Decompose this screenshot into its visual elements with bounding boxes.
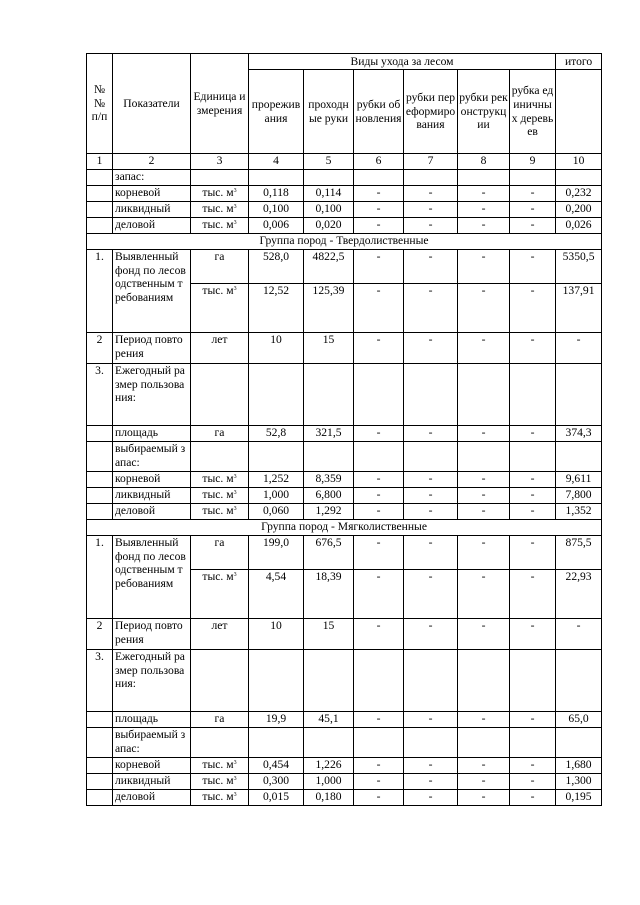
value-cell: 0,100 [304,202,354,218]
value-cell: 0,114 [304,186,354,202]
index-cell: 9 [510,154,556,170]
value-cell: - [510,186,556,202]
value-cell: - [458,488,510,504]
value-cell: - [354,218,404,234]
value-cell: 125,39 [304,284,354,333]
unit-cell: тыс. $м^3$ [191,570,249,619]
stock-row [87,202,602,218]
total-cell: 0,232 [556,186,602,202]
unit-cell: га [191,536,249,570]
total-cell: 1,680 [556,758,602,774]
value-cell: 1,252 [249,472,304,488]
unit-exponent: 3 [233,286,237,292]
value-cell: - [510,488,556,504]
value-cell: 52,8 [249,426,304,442]
stock-label-row [87,170,602,186]
value-cell: 15 [304,619,354,650]
stock-row [87,488,602,504]
row-label: ликвидный [113,774,191,790]
header-renewal-cuts: рубки обновления [354,70,404,154]
row-label: площадь [113,426,191,442]
empty-cell [191,364,249,426]
value-cell: - [404,619,458,650]
row-label: деловой [113,504,191,520]
num-cell [87,426,113,442]
total-cell: 65,0 [556,712,602,728]
num-cell [87,472,113,488]
index-row [87,154,602,170]
stock-label-row [87,442,602,472]
value-cell: - [458,570,510,619]
value-cell: 15 [304,333,354,364]
row-label: корневой [113,472,191,488]
value-cell: - [404,758,458,774]
value-cell: 676,5 [304,536,354,570]
value-cell: - [510,472,556,488]
num-cell [87,728,113,758]
header-reconstruction-cuts: рубки реконструкции [458,70,510,154]
empty-cell [304,364,354,426]
num-cell: 2 [87,333,113,364]
row-label: деловой [113,790,191,806]
value-cell: 0,100 [249,202,304,218]
value-cell: - [510,202,556,218]
value-cell: - [404,186,458,202]
header-reformation-cuts: рубки переформирования [404,70,458,154]
index-cell: 10 [556,154,602,170]
total-cell: 0,195 [556,790,602,806]
index-cell: 5 [304,154,354,170]
fund-label: Выявленный фонд по лесоводственным требованиям [113,250,191,333]
row-label: ликвидный [113,202,191,218]
row-label: ликвидный [113,488,191,504]
value-cell: - [458,284,510,333]
index-cell: 4 [249,154,304,170]
value-cell: 6,800 [304,488,354,504]
value-cell: - [458,218,510,234]
fund-row [87,250,602,284]
value-cell: - [404,488,458,504]
unit-exponent: 3 [233,490,237,496]
empty-cell [510,442,556,472]
stock-label-row [87,728,602,758]
total-cell: - [556,619,602,650]
num-cell [87,504,113,520]
unit-cell: га [191,712,249,728]
empty-cell [304,442,354,472]
value-cell: 0,180 [304,790,354,806]
value-cell: - [458,333,510,364]
row-label: выбираемый запас: [113,728,191,758]
unit-cell: тыс. $м^3$ [191,790,249,806]
header-indicators: Показатели [113,54,191,154]
num-cell: 2 [87,619,113,650]
index-cell: 8 [458,154,510,170]
unit-exponent: 3 [233,572,237,578]
empty-cell [510,728,556,758]
value-cell: - [458,536,510,570]
value-cell: 12,52 [249,284,304,333]
empty-cell [304,728,354,758]
value-cell: - [510,790,556,806]
value-cell: 528,0 [249,250,304,284]
value-cell: - [354,790,404,806]
value-cell: - [404,570,458,619]
group-title: Группа пород - Мягколиственные [87,520,602,536]
fund-label: Выявленный фонд по лесоводственным требованиям [113,536,191,619]
unit-cell: тыс. $м^3$ [191,758,249,774]
empty-cell [354,650,404,712]
group-title-row [87,520,602,536]
value-cell: 1,292 [304,504,354,520]
value-cell: - [510,536,556,570]
value-cell: 4822,5 [304,250,354,284]
value-cell: 19,9 [249,712,304,728]
value-cell: 0,020 [304,218,354,234]
empty-cell [354,364,404,426]
value-cell: 1,000 [249,488,304,504]
index-cell: 3 [191,154,249,170]
empty-cell [191,650,249,712]
value-cell: - [404,774,458,790]
value-cell: - [354,536,404,570]
empty-cell [354,442,404,472]
value-cell: - [458,250,510,284]
area-row [87,712,602,728]
empty-cell [404,728,458,758]
num-cell [87,774,113,790]
group-title-row [87,234,602,250]
row-label: Период повторения [113,619,191,650]
value-cell: - [458,186,510,202]
unit-cell: тыс. $м^3$ [191,186,249,202]
empty-cell [458,650,510,712]
total-cell: 0,200 [556,202,602,218]
empty-cell [249,442,304,472]
value-cell: - [404,284,458,333]
value-cell: - [404,250,458,284]
empty-cell [404,650,458,712]
value-cell: - [354,570,404,619]
value-cell: - [404,472,458,488]
value-cell: - [354,774,404,790]
value-cell: - [458,202,510,218]
unit-cell: лет [191,333,249,364]
total-cell: 1,300 [556,774,602,790]
value-cell: - [458,790,510,806]
header-total: итого [556,54,602,70]
value-cell: - [510,774,556,790]
forest-care-table [86,53,602,806]
stock-label: запас: [113,170,191,186]
value-cell: - [354,284,404,333]
unit-cell: тыс. $м^3$ [191,284,249,333]
row-label: деловой [113,218,191,234]
stock-row [87,186,602,202]
value-cell: 0,454 [249,758,304,774]
empty-cell [556,364,602,426]
num-cell [87,758,113,774]
annual-row [87,650,602,712]
empty-cell [556,650,602,712]
unit-cell: тыс. $м^3$ [191,202,249,218]
total-cell: 137,91 [556,284,602,333]
value-cell: - [404,536,458,570]
header-num: № № п/п [87,54,113,154]
row-label: корневой [113,186,191,202]
value-cell: - [404,218,458,234]
index-cell: 7 [404,154,458,170]
value-cell: - [354,472,404,488]
total-cell: 875,5 [556,536,602,570]
total-cell: - [556,333,602,364]
header-thinning: прореживания [249,70,304,154]
value-cell: - [354,712,404,728]
row-label: Ежегодный размер пользования: [113,364,191,426]
empty-cell [556,728,602,758]
value-cell: 8,359 [304,472,354,488]
value-cell: - [354,504,404,520]
empty-cell [510,650,556,712]
value-cell: 4,54 [249,570,304,619]
value-cell: 0,300 [249,774,304,790]
unit-cell: тыс. $м^3$ [191,472,249,488]
value-cell: - [354,758,404,774]
value-cell: - [458,619,510,650]
unit-cell: тыс. $м^3$ [191,774,249,790]
value-cell: - [510,504,556,520]
unit-cell: лет [191,619,249,650]
value-cell: - [458,758,510,774]
empty-cell [249,364,304,426]
fund-row [87,536,602,570]
total-cell: 0,026 [556,218,602,234]
value-cell: 199,0 [249,536,304,570]
index-cell: 6 [354,154,404,170]
period-row [87,619,602,650]
stock-row [87,218,602,234]
value-cell: - [354,426,404,442]
stock-row [87,774,602,790]
unit-exponent: 3 [233,204,237,210]
value-cell: 321,5 [304,426,354,442]
stock-row [87,790,602,806]
unit-exponent: 3 [233,776,237,782]
value-cell: - [510,284,556,333]
row-label: выбираемый запас: [113,442,191,472]
value-cell: - [458,712,510,728]
unit-cell: га [191,426,249,442]
unit-exponent: 3 [233,760,237,766]
value-cell: - [404,504,458,520]
num-cell: 1. [87,250,113,333]
unit-exponent: 3 [233,792,237,798]
total-cell: 9,611 [556,472,602,488]
empty-cell [404,364,458,426]
value-cell: 0,015 [249,790,304,806]
empty-cell [404,442,458,472]
value-cell: - [354,186,404,202]
value-cell: 18,39 [304,570,354,619]
empty-cell [304,650,354,712]
stock-row [87,758,602,774]
num-cell: 1. [87,536,113,619]
value-cell: - [458,504,510,520]
index-cell: 2 [113,154,191,170]
num-cell: 3. [87,364,113,426]
total-cell: 5350,5 [556,250,602,284]
value-cell: 0,060 [249,504,304,520]
value-cell: - [354,333,404,364]
value-cell: - [354,202,404,218]
period-row [87,333,602,364]
num-cell [87,488,113,504]
empty-cell [458,728,510,758]
value-cell: - [510,758,556,774]
value-cell: - [458,426,510,442]
unit-exponent: 3 [233,220,237,226]
unit-cell: га [191,250,249,284]
value-cell: 0,118 [249,186,304,202]
area-row [87,426,602,442]
value-cell: - [510,619,556,650]
num-cell [87,218,113,234]
value-cell: - [458,774,510,790]
unit-cell: тыс. $м^3$ [191,488,249,504]
value-cell: 1,226 [304,758,354,774]
value-cell: - [354,619,404,650]
total-cell: 7,800 [556,488,602,504]
header-single-tree-cuts: рубка единичных деревьев [510,70,556,154]
empty-cell [354,728,404,758]
stock-row [87,472,602,488]
row-label: Ежегодный размер пользования: [113,650,191,712]
num-cell [87,202,113,218]
unit-cell: тыс. $м^3$ [191,504,249,520]
value-cell: 10 [249,333,304,364]
header-unit: Единица измерения [191,54,249,154]
empty-cell [458,364,510,426]
value-cell: - [510,570,556,619]
unit-exponent: 3 [233,506,237,512]
value-cell: - [510,218,556,234]
value-cell: - [404,426,458,442]
empty-cell [191,728,249,758]
group-title: Группа пород - Твердолиственные [87,234,602,250]
header-passing-cuts: проходные руки [304,70,354,154]
annual-row [87,364,602,426]
empty-cell [249,650,304,712]
empty-cell [510,364,556,426]
value-cell: - [404,202,458,218]
num-cell [87,790,113,806]
empty-cell [556,442,602,472]
total-cell: 374,3 [556,426,602,442]
total-cell: 22,93 [556,570,602,619]
value-cell: - [510,333,556,364]
empty-cell [191,442,249,472]
value-cell: - [354,488,404,504]
num-cell: 3. [87,650,113,712]
value-cell: 0,006 [249,218,304,234]
value-cell: - [510,250,556,284]
value-cell: 10 [249,619,304,650]
value-cell: - [404,333,458,364]
stock-row [87,504,602,520]
index-cell: 1 [87,154,113,170]
row-label: Период повторения [113,333,191,364]
header-total-empty [556,70,602,154]
value-cell: - [510,426,556,442]
row-label: площадь [113,712,191,728]
value-cell: - [458,472,510,488]
unit-exponent: 3 [233,188,237,194]
num-cell [87,442,113,472]
value-cell: 45,1 [304,712,354,728]
value-cell: - [354,250,404,284]
unit-cell: тыс. $м^3$ [191,218,249,234]
num-cell [87,186,113,202]
total-cell: 1,352 [556,504,602,520]
unit-exponent: 3 [233,474,237,480]
value-cell: - [404,790,458,806]
header-group-title: Виды ухода за лесом [249,54,556,70]
value-cell: - [510,712,556,728]
row-label: корневой [113,758,191,774]
empty-cell [249,728,304,758]
num-cell [87,712,113,728]
value-cell: 1,000 [304,774,354,790]
value-cell: - [404,712,458,728]
empty-cell [458,442,510,472]
